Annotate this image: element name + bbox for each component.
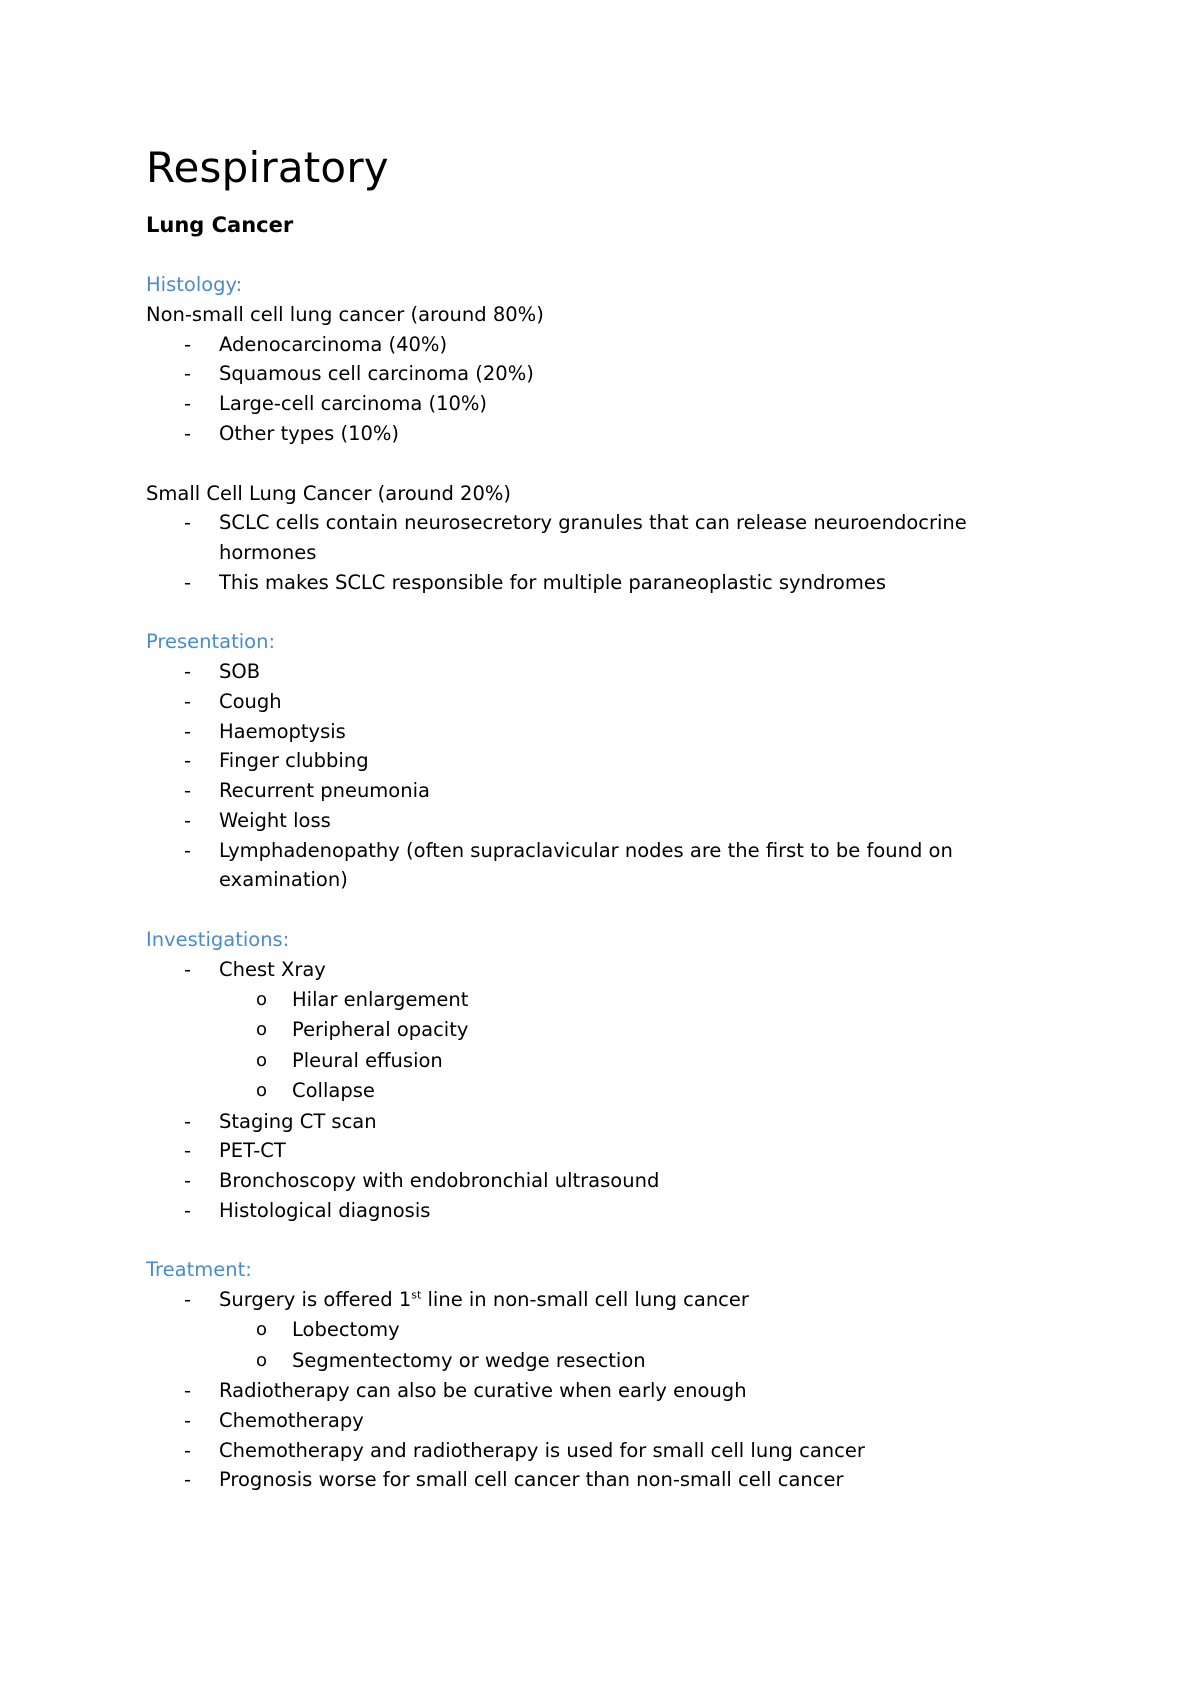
list-item: - Lymphadenopathy (often supraclavicular nodes are the first to be found on examination) — [146, 836, 1066, 895]
list-item: o Peripheral opacity — [219, 1015, 1066, 1046]
list-item: - Histological diagnosis — [146, 1196, 1066, 1226]
document-page — [146, 140, 1066, 1495]
dash-bullet: - — [184, 1438, 192, 1462]
list-item: o Pleural effusion — [219, 1046, 1066, 1077]
circle-bullet: o — [256, 1019, 268, 1041]
dash-bullet: - — [184, 1379, 192, 1403]
dash-bullet: - — [184, 362, 192, 386]
chest-xray-sublist — [219, 985, 1066, 1107]
list-item: - Squamous cell carcinoma (20%) — [146, 359, 1066, 389]
list-item: - Haemoptysis — [146, 717, 1066, 747]
dash-bullet: - — [184, 511, 192, 535]
list-item: - Chemotherapy — [146, 1406, 1066, 1436]
dash-bullet: - — [184, 957, 192, 981]
list-item: - Chemotherapy and radiotherapy is used for small cell lung cancer — [146, 1436, 1066, 1466]
investigations-list-continued — [146, 1107, 1066, 1226]
list-item: - Recurrent pneumonia — [146, 776, 1066, 806]
dash-bullet: - — [184, 719, 192, 743]
list-item: - Prognosis worse for small cell cancer than non-small cell cancer — [146, 1465, 1066, 1495]
sclc-line: Small Cell Lung Cancer (around 20%) — [146, 481, 511, 505]
dash-bullet: - — [184, 749, 192, 773]
list-item: - Other types (10%) — [146, 419, 1066, 449]
list-item: - Weight loss — [146, 806, 1066, 836]
investigations-list — [146, 955, 1066, 985]
dash-bullet: - — [184, 1109, 192, 1133]
spacer — [146, 449, 1066, 479]
dash-bullet: - — [184, 570, 192, 594]
nsclc-list — [146, 330, 1066, 449]
dash-bullet: - — [184, 1139, 192, 1163]
surgery-sublist — [219, 1315, 1066, 1376]
circle-bullet: o — [256, 1080, 268, 1102]
list-item: - SOB — [146, 657, 1066, 687]
dash-bullet: - — [184, 1468, 192, 1492]
circle-bullet: o — [256, 988, 268, 1010]
list-item: - Radiotherapy can also be curative when early enough — [146, 1376, 1066, 1406]
spacer — [146, 597, 1066, 627]
list-item: - Chest Xray — [146, 955, 1066, 985]
list-item: - Surgery is offered 1st line in non-small cell lung cancer — [146, 1285, 1066, 1315]
presentation-list — [146, 657, 1066, 895]
investigations-heading: Investigations: — [146, 927, 290, 951]
histology-heading: Histology: — [146, 273, 243, 296]
list-item: - Large-cell carcinoma (10%) — [146, 389, 1066, 419]
dash-bullet: - — [184, 332, 192, 356]
section-title-lung-cancer: Lung Cancer — [146, 213, 294, 237]
list-item: - Bronchoscopy with endobronchial ultrasound — [146, 1166, 1066, 1196]
dash-bullet: - — [184, 1169, 192, 1193]
treatment-heading: Treatment: — [146, 1258, 252, 1282]
dash-bullet: - — [184, 421, 192, 445]
treatment-list — [146, 1285, 1066, 1315]
dash-bullet: - — [184, 1288, 192, 1312]
dash-bullet: - — [184, 392, 192, 416]
spacer — [146, 1225, 1066, 1255]
dash-bullet: - — [184, 808, 192, 832]
treatment-list-continued — [146, 1376, 1066, 1495]
list-item: - This makes SCLC responsible for multiple paraneoplastic syndromes — [146, 568, 1066, 598]
list-item: o Lobectomy — [219, 1315, 1066, 1346]
dash-bullet: - — [184, 1408, 192, 1432]
list-item: - Cough — [146, 687, 1066, 717]
spacer — [146, 895, 1066, 925]
dash-bullet: - — [184, 660, 192, 684]
circle-bullet: o — [256, 1049, 268, 1071]
sclc-list — [146, 508, 1066, 597]
ordinal-suffix: st — [411, 1288, 422, 1302]
list-item: o Hilar enlargement — [219, 985, 1066, 1016]
dash-bullet: - — [184, 1198, 192, 1222]
list-item: - Adenocarcinoma (40%) — [146, 330, 1066, 360]
presentation-heading: Presentation: — [146, 630, 276, 654]
circle-bullet: o — [256, 1319, 268, 1341]
dash-bullet: - — [184, 779, 192, 803]
dash-bullet: - — [184, 838, 192, 862]
list-item: o Segmentectomy or wedge resection — [219, 1346, 1066, 1377]
list-item: - PET-CT — [146, 1136, 1066, 1166]
list-item: - SCLC cells contain neurosecretory granules that can release neuroendocrine hormones — [146, 508, 1066, 567]
list-item: o Collapse — [219, 1076, 1066, 1107]
dash-bullet: - — [184, 690, 192, 714]
page-title: Respiratory — [146, 143, 389, 192]
list-item: - Finger clubbing — [146, 746, 1066, 776]
nsclc-line: Non-small cell lung cancer (around 80%) — [146, 303, 544, 326]
circle-bullet: o — [256, 1349, 268, 1371]
list-item: - Staging CT scan — [146, 1107, 1066, 1137]
